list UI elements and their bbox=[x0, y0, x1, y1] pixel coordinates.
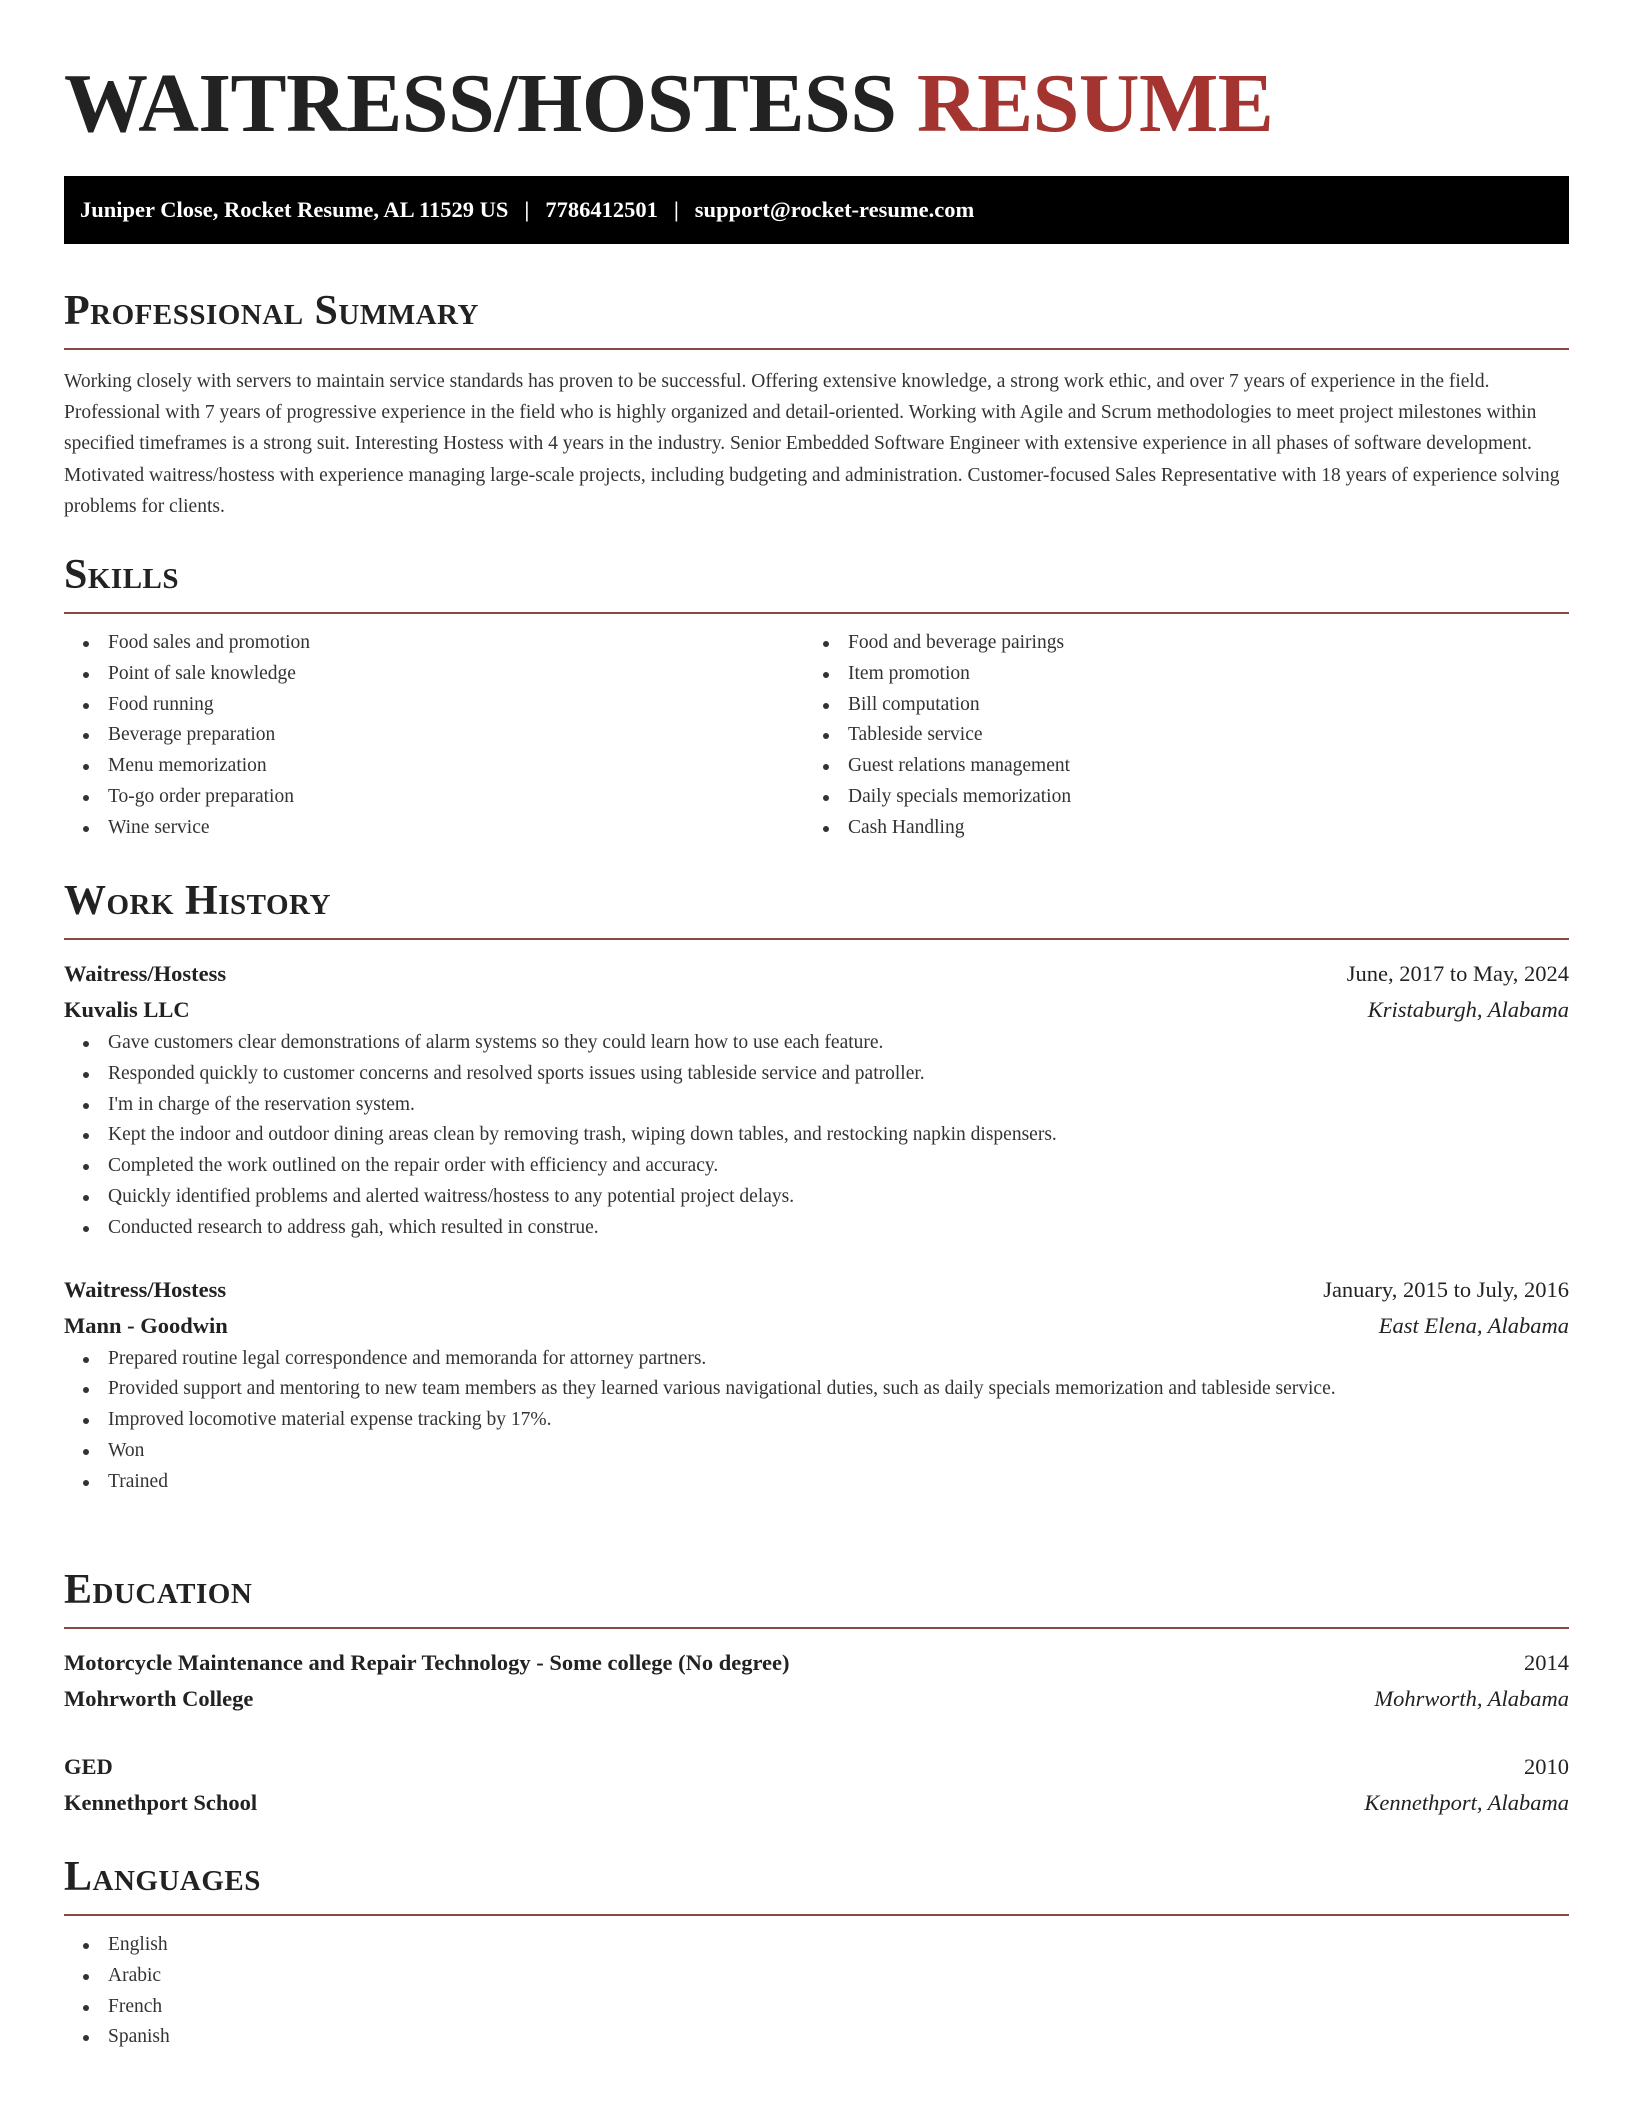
section-divider bbox=[64, 938, 1569, 940]
languages-list bbox=[64, 1930, 1569, 2053]
job-bullet: Responded quickly to customer concerns and resolved sports issues using tableside service and patroller. bbox=[64, 1059, 1569, 1090]
language-item: French bbox=[64, 1992, 1569, 2023]
summary-heading: Professional Summary bbox=[64, 288, 479, 334]
education-heading: Education bbox=[64, 1567, 253, 1613]
title-accent: RESUME bbox=[916, 57, 1274, 150]
job-bullet: I'm in charge of the reservation system. bbox=[64, 1090, 1569, 1121]
skill-item: Menu memorization bbox=[64, 751, 804, 782]
language-item: Spanish bbox=[64, 2022, 1569, 2053]
education-degree: GED bbox=[64, 1754, 113, 1779]
contact-separator: | bbox=[673, 197, 679, 222]
work-heading: Work History bbox=[64, 878, 331, 924]
job-header-row bbox=[64, 1272, 1569, 1308]
contact-phone: 7786412501 bbox=[545, 197, 658, 222]
skill-item: Food running bbox=[64, 690, 804, 721]
education-entry bbox=[64, 1645, 1569, 1717]
education-school: Kennethport School bbox=[64, 1790, 258, 1815]
job-location: East Elena, Alabama bbox=[1378, 1312, 1569, 1338]
job-bullet: Improved locomotive material expense tracking by 17%. bbox=[64, 1405, 1569, 1436]
contact-separator: | bbox=[524, 197, 530, 222]
job-bullet: Won bbox=[64, 1436, 1569, 1467]
skills-left-list bbox=[64, 628, 804, 844]
skill-item: Food sales and promotion bbox=[64, 628, 804, 659]
contact-bar bbox=[64, 176, 1569, 244]
section-divider bbox=[64, 1914, 1569, 1916]
skill-item: Beverage preparation bbox=[64, 720, 804, 751]
job-bullets bbox=[64, 1028, 1569, 1244]
contact-address: Juniper Close, Rocket Resume, AL 11529 US bbox=[80, 197, 509, 222]
section-divider bbox=[64, 1627, 1569, 1629]
skills-right-column bbox=[804, 628, 1544, 844]
education-school: Mohrworth College bbox=[64, 1686, 254, 1711]
job-title: Waitress/Hostess bbox=[64, 1276, 227, 1302]
job-bullet: Prepared routine legal correspondence and memoranda for attorney partners. bbox=[64, 1344, 1569, 1375]
skill-item: Guest relations management bbox=[804, 751, 1544, 782]
skills-right-list bbox=[804, 628, 1544, 844]
job-company-row bbox=[64, 992, 1569, 1028]
education-degree: Motorcycle Maintenance and Repair Technology - Some college (No degree) bbox=[64, 1650, 790, 1675]
skill-item: Bill computation bbox=[804, 690, 1544, 721]
job-header-row bbox=[64, 956, 1569, 992]
skill-item: Item promotion bbox=[804, 659, 1544, 690]
job-bullet: Trained bbox=[64, 1467, 1569, 1498]
skills-columns bbox=[64, 628, 1569, 844]
education-school-row bbox=[64, 1681, 1569, 1717]
job-company: Mann - Goodwin bbox=[64, 1312, 228, 1338]
languages-section bbox=[64, 1852, 1569, 2053]
language-item: Arabic bbox=[64, 1961, 1569, 1992]
summary-text: Working closely with servers to maintain service standards has proven to be successful. Offering extensive knowledge, a strong work ethic, and over 7 years of experience in the field. Professional with 7 years of progressive experience in the field who is highly organized and detail-oriented. Working with Agile and Scrum methodologies to meet project milestones within specified timeframes is a strong suit. Interesting Hostess with 4 years in the industry. Senior Embedded Software Engineer with extensive experience in all phases of software development. Motivated waitress/hostess with experience managing large-scale projects, including budgeting and administration. Customer-focused Sales Representative with 18 years of experience solving problems for clients. bbox=[64, 371, 1560, 517]
education-year: 2010 bbox=[1524, 1754, 1569, 1779]
education-entry bbox=[64, 1749, 1569, 1821]
skill-item: Wine service bbox=[64, 813, 804, 844]
education-section bbox=[64, 1565, 1569, 1821]
contact-email: support@rocket-resume.com bbox=[694, 197, 975, 222]
job-bullet: Kept the indoor and outdoor dining areas clean by removing trash, wiping down tables, and restocking napkin dispensers. bbox=[64, 1120, 1569, 1151]
resume-title bbox=[64, 55, 1273, 153]
job-bullet: Provided support and mentoring to new team members as they learned various navigational duties, such as daily specials memorization and tableside service. bbox=[64, 1374, 1569, 1405]
skills-left-column bbox=[64, 628, 804, 844]
job-dates: June, 2017 to May, 2024 bbox=[1346, 961, 1569, 986]
job-location: Kristaburgh, Alabama bbox=[1367, 997, 1569, 1022]
education-year: 2014 bbox=[1524, 1650, 1569, 1675]
job-bullet: Completed the work outlined on the repair order with efficiency and accuracy. bbox=[64, 1151, 1569, 1182]
languages-heading: Languages bbox=[64, 1854, 261, 1900]
title-main: WAITRESS/HOSTESS bbox=[64, 57, 897, 150]
education-degree-row bbox=[64, 1645, 1569, 1681]
skill-item: Tableside service bbox=[804, 720, 1544, 751]
skill-item: Food and beverage pairings bbox=[804, 628, 1544, 659]
job-bullet: Quickly identified problems and alerted waitress/hostess to any potential project delays. bbox=[64, 1182, 1569, 1213]
job-title: Waitress/Hostess bbox=[64, 961, 227, 986]
job-entry bbox=[64, 956, 1569, 1244]
skill-item: Point of sale knowledge bbox=[64, 659, 804, 690]
education-location: Kennethport, Alabama bbox=[1364, 1790, 1569, 1815]
job-entry bbox=[64, 1272, 1569, 1498]
section-divider bbox=[64, 348, 1569, 350]
language-item: English bbox=[64, 1930, 1569, 1961]
summary-section bbox=[64, 286, 1569, 522]
skills-section bbox=[64, 550, 1569, 844]
work-section bbox=[64, 876, 1569, 1498]
skill-item: Cash Handling bbox=[804, 813, 1544, 844]
education-degree-row bbox=[64, 1749, 1569, 1785]
job-company: Kuvalis LLC bbox=[64, 997, 190, 1022]
skill-item: Daily specials memorization bbox=[804, 782, 1544, 813]
job-dates: January, 2015 to July, 2016 bbox=[1323, 1276, 1569, 1302]
job-company-row bbox=[64, 1308, 1569, 1344]
education-location: Mohrworth, Alabama bbox=[1374, 1686, 1569, 1711]
job-bullet: Gave customers clear demonstrations of alarm systems so they could learn how to use each feature. bbox=[64, 1028, 1569, 1059]
job-bullets bbox=[64, 1344, 1569, 1498]
section-divider bbox=[64, 612, 1569, 614]
education-school-row bbox=[64, 1785, 1569, 1821]
skill-item: To-go order preparation bbox=[64, 782, 804, 813]
skills-heading: Skills bbox=[64, 552, 180, 598]
job-bullet: Conducted research to address gah, which resulted in construe. bbox=[64, 1213, 1569, 1244]
